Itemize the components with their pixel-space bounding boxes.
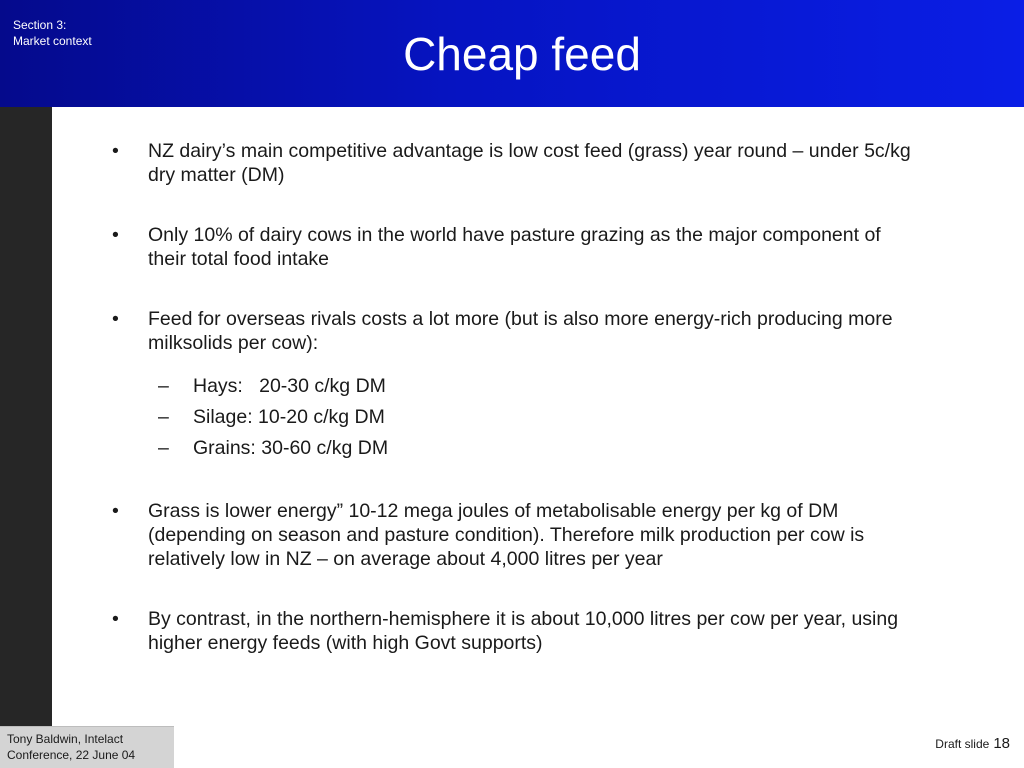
sub-list-item bbox=[100, 371, 920, 402]
bullet-item bbox=[100, 139, 920, 187]
footer-author: Tony Baldwin, Intelact bbox=[7, 732, 124, 746]
sub-item-text: Grains: 30-60 c/kg DM bbox=[193, 437, 389, 459]
slide-body bbox=[100, 139, 920, 655]
dash-icon: – bbox=[158, 375, 169, 397]
bullet-icon: • bbox=[112, 308, 119, 330]
slide-title: Cheap feed bbox=[403, 28, 641, 80]
header-banner bbox=[0, 0, 1024, 107]
bullet-item bbox=[100, 307, 920, 355]
bullet-icon: • bbox=[112, 224, 119, 246]
sub-item-text: Hays: 20-30 c/kg DM bbox=[193, 375, 386, 397]
sub-item-text: Silage: 10-20 c/kg DM bbox=[193, 406, 385, 428]
footer-author-box bbox=[0, 726, 174, 768]
bullet-item bbox=[100, 223, 920, 271]
sub-list-item bbox=[100, 433, 920, 464]
bullet-item bbox=[100, 499, 920, 571]
bullet-text: Grass is lower energy” 10-12 mega joules of metabolisable energy per kg of DM (depending on season and pasture condition). Therefore milk production per cow is relatively low in NZ – on average about 4,000 litres per year bbox=[148, 500, 865, 570]
bullet-text: Feed for overseas rivals costs a lot more (but is also more energy-rich producing more milksolids per cow): bbox=[148, 308, 893, 354]
slide-number bbox=[935, 735, 1010, 752]
footer-conference: Conference, 22 June 04 bbox=[7, 748, 136, 762]
dash-icon: – bbox=[158, 437, 169, 459]
section-label-line1: Section 3: bbox=[13, 18, 67, 32]
bullet-icon: • bbox=[112, 140, 119, 162]
left-side-bar bbox=[0, 107, 52, 726]
bullet-item bbox=[100, 607, 920, 655]
feed-cost-list bbox=[100, 371, 920, 464]
bullet-text: NZ dairy’s main competitive advantage is low cost feed (grass) year round – under 5c/kg dry matter (DM) bbox=[148, 140, 911, 186]
bullet-text: By contrast, in the northern-hemisphere it is about 10,000 litres per cow per year, using higher energy feeds (with high Govt supports) bbox=[148, 608, 899, 654]
slide-number-value: 18 bbox=[993, 735, 1010, 752]
bullet-text: Only 10% of dairy cows in the world have pasture grazing as the major component of their total food intake bbox=[148, 224, 881, 270]
sub-list-item bbox=[100, 402, 920, 433]
dash-icon: – bbox=[158, 406, 169, 428]
bullet-icon: • bbox=[112, 500, 119, 522]
bullet-icon: • bbox=[112, 608, 119, 630]
slide-number-label: Draft slide bbox=[935, 737, 990, 751]
section-label-line2: Market context bbox=[13, 34, 92, 48]
